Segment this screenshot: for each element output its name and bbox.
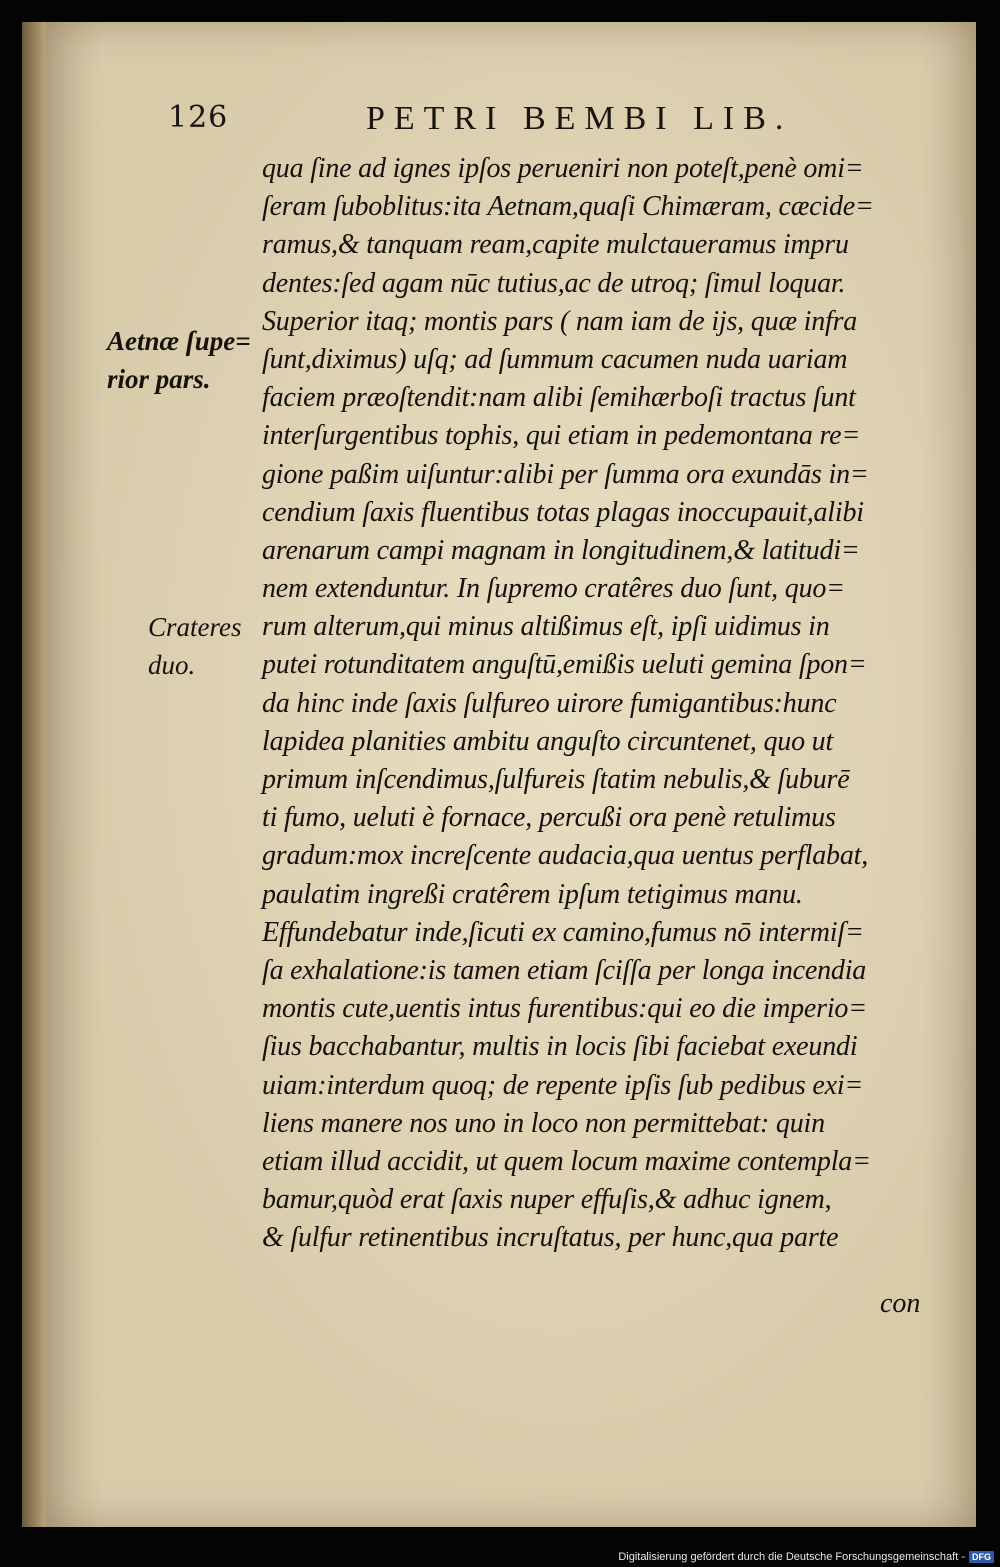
- text-line: liens manere nos uno in loco non permittebat: quin: [262, 1107, 825, 1139]
- text-line: etiam illud accidit, ut quem locum maxime contempla=: [262, 1145, 871, 1177]
- footer-credit-text: Digitalisierung gefördert durch die Deutsche Forschungsgemeinschaft -: [618, 1551, 965, 1563]
- page-title: PETRI BEMBI LIB.: [366, 100, 793, 137]
- text-line: qua ſine ad ignes ipſos perueniri non poteſt,penè omi=: [262, 153, 864, 184]
- text-line: lapidea planities ambitu anguſto circuntenet, quo ut: [262, 725, 834, 757]
- margin-note-line: duo.: [148, 650, 196, 680]
- text-line: ramus,& tanquam ream,capite mulctaueramus impru: [262, 229, 849, 261]
- footer-credit: [618, 1551, 994, 1563]
- dfg-logo-icon: DFG: [969, 1551, 994, 1563]
- margin-note-line: Aetnæ ſupe=: [107, 326, 251, 356]
- text-line: gione paßim uiſuntur:alibi per ſumma ora exundās in=: [262, 458, 869, 490]
- text-line: interſurgentibus tophis, qui etiam in pedemontana re=: [262, 420, 861, 452]
- catchword: con: [880, 1288, 921, 1319]
- running-head: [168, 100, 928, 150]
- text-line: ſius bacchabantur, multis in locis ſibi faciebat exeundi: [262, 1031, 858, 1063]
- text-line: montis cute,uentis intus furentibus:qui eo die imperio=: [262, 993, 867, 1025]
- text-line: nem extenduntur. In ſupremo cratêres duo ſunt, quo=: [262, 573, 845, 605]
- text-line: ſa exhalatione:is tamen etiam ſciſſa per longa incendia: [262, 954, 867, 986]
- text-line: ti fumo, ueluti è fornace, percußi ora penè retulimus: [262, 802, 836, 834]
- text-line: & ſulfur retinentibus incruſtatus, per hunc,qua parte: [262, 1222, 839, 1254]
- text-line: paulatim ingreßi cratêrem ipſum tetigimus manu.: [262, 878, 803, 910]
- text-line: putei rotunditatem anguſtū,emißis ueluti gemina ſpon=: [262, 649, 867, 681]
- text-line: ſeram ſuboblitus:ita Aetnam,quaſi Chimæram, cæcide=: [262, 191, 874, 223]
- text-line: dentes:ſed agam nūc tutius,ac de utroq; ſimul loquar.: [262, 267, 846, 299]
- text-line: faciem præoſtendit:nam alibi ſemihærboſi tractus ſunt: [262, 382, 856, 414]
- margin-note-line: Crateres: [148, 612, 242, 642]
- text-line: primum inſcendimus,ſulfureis ſtatim nebulis,& ſuburē: [262, 764, 850, 795]
- page-number: 126: [168, 100, 229, 135]
- body-text: [262, 150, 942, 1257]
- margin-note-aetna-superior: [107, 322, 251, 398]
- text-line: bamur,quòd erat ſaxis nuper effuſis,& adhuc ignem,: [262, 1184, 832, 1216]
- text-line: Superior itaq; montis pars ( nam iam de ijs, quæ infra: [262, 305, 858, 337]
- text-line: rum alterum,qui minus altißimus eſt, ipſi uidimus in: [262, 611, 830, 643]
- text-line: uiam:interdum quoq; de repente ipſis ſub pedibus exi=: [262, 1069, 864, 1101]
- margin-note-crateres: [148, 608, 242, 684]
- text-line: arenarum campi magnam in longitudinem,& latitudi=: [262, 534, 860, 566]
- text-line: ſunt,diximus) uſq; ad ſummum cacumen nuda uariam: [262, 343, 848, 375]
- text-line: cendium ſaxis fluentibus totas plagas inoccupauit,alibi: [262, 496, 864, 528]
- margin-note-line: rior pars.: [107, 364, 211, 394]
- text-line: da hinc inde ſaxis ſulfureo uirore fumigantibus:hunc: [262, 687, 837, 719]
- text-line: Effundebatur inde,ſicuti ex camino,fumus nō intermiſ=: [262, 916, 864, 948]
- text-line: gradum:mox increſcente audacia,qua uentus perflabat,: [262, 840, 868, 872]
